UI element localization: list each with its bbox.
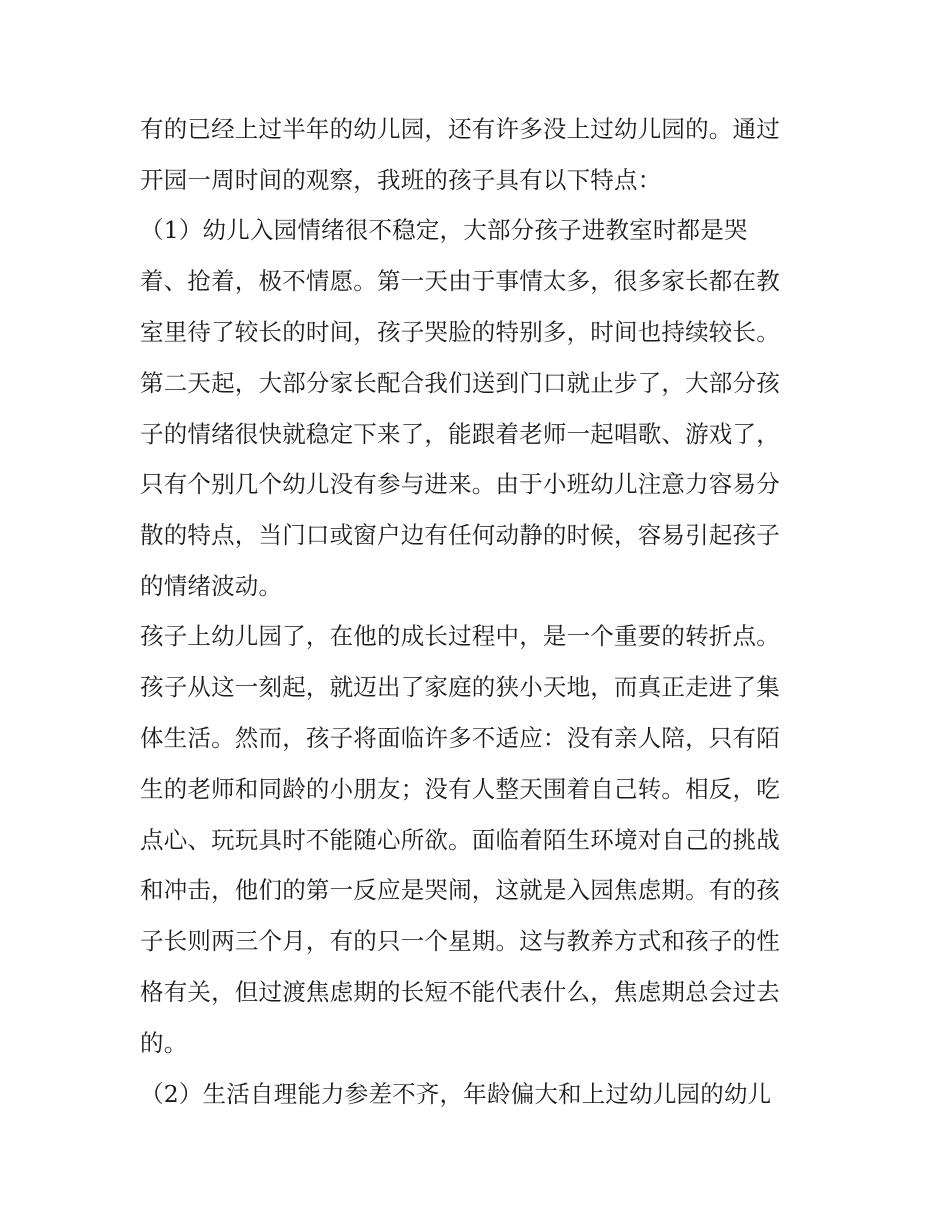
text-line: 第二天起，大部分家长配合我们送到门口就止步了，大部分孩 <box>140 369 780 397</box>
text-line: 生的老师和同龄的小朋友；没有人整天围着自己转。相反，吃 <box>140 775 780 803</box>
text-line: 只有个别几个幼儿没有参与进来。由于小班幼儿注意力容易分 <box>140 470 780 498</box>
text-line: 的。 <box>140 1029 188 1057</box>
text-line: 格有关，但过渡焦虑期的长短不能代表什么，焦虑期总会过去 <box>140 978 780 1006</box>
text-line: 着、抢着，极不情愿。第一天由于事情太多，很多家长都在教 <box>140 267 780 295</box>
text-line: 室里待了较长的时间，孩子哭脸的特别多，时间也持续较长。 <box>140 318 780 346</box>
text-line: 孩子从这一刻起，就迈出了家庭的狭小天地，而真正走进了集 <box>140 673 780 701</box>
text-line: 点心、玩玩具时不能随心所欲。面临着陌生环境对自己的挑战 <box>140 826 780 854</box>
text-line: （1）幼儿入园情绪很不稳定，大部分孩子进教室时都是哭 <box>140 216 748 244</box>
text-line: 孩子上幼儿园了，在他的成长过程中，是一个重要的转折点。 <box>140 622 780 650</box>
text-line: 的情绪波动。 <box>140 572 283 600</box>
text-line: （2）生活自理能力参差不齐，年龄偏大和上过幼儿园的幼儿 <box>140 1080 772 1108</box>
text-line: 和冲击，他们的第一反应是哭闹，这就是入园焦虑期。有的孩 <box>140 876 780 904</box>
text-line: 有的已经上过半年的幼儿园，还有许多没上过幼儿园的。通过 <box>140 115 780 143</box>
text-line: 子的情绪很快就稳定下来了，能跟着老师一起唱歌、游戏了， <box>140 420 780 448</box>
text-line: 开园一周时间的观察，我班的孩子具有以下特点： <box>140 166 662 194</box>
text-line: 散的特点，当门口或窗户边有任何动静的时候，容易引起孩子 <box>140 521 780 549</box>
text-line: 体生活。然而，孩子将面临许多不适应：没有亲人陪，只有陌 <box>140 724 780 752</box>
text-line: 子长则两三个月，有的只一个星期。这与教养方式和孩子的性 <box>140 927 780 955</box>
